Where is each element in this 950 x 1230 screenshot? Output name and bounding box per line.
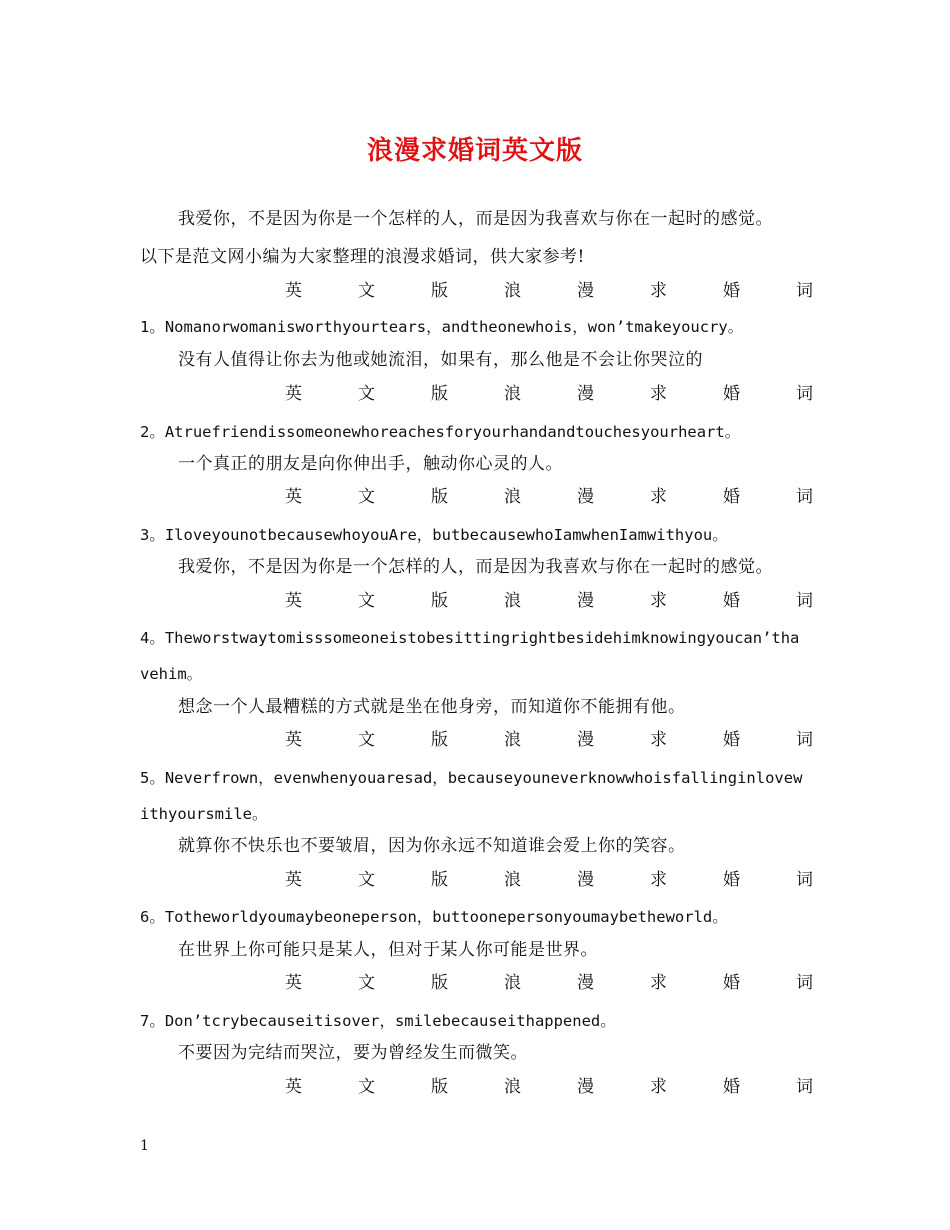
heading-char: 漫 — [577, 870, 594, 890]
heading-char: 漫 — [577, 973, 594, 993]
heading-char: 版 — [431, 281, 448, 301]
entry-chinese: 没有人值得让你去为他或她流泪，如果有，那么他是不会让你哭泣的 — [178, 350, 703, 370]
heading-char: 求 — [650, 870, 667, 890]
heading-char: 词 — [796, 281, 813, 301]
heading-char: 版 — [431, 730, 448, 750]
section-heading — [285, 728, 813, 752]
heading-char: 婚 — [723, 487, 740, 507]
heading-char: 文 — [358, 730, 375, 750]
heading-char: 词 — [796, 487, 813, 507]
entry-english: 2。Atruefriendissomeonewhoreachesforyourhandandtouchesyourheart。 — [140, 423, 741, 441]
heading-char: 婚 — [723, 384, 740, 404]
heading-char: 词 — [796, 591, 813, 611]
heading-char: 浪 — [504, 870, 521, 890]
heading-char: 版 — [431, 973, 448, 993]
heading-char: 漫 — [577, 487, 594, 507]
heading-char: 求 — [650, 281, 667, 301]
heading-char: 浪 — [504, 384, 521, 404]
heading-char: 求 — [650, 973, 667, 993]
entry-english-continued: vehim。 — [140, 665, 203, 683]
heading-char: 英 — [285, 1077, 302, 1097]
heading-char: 求 — [650, 1077, 667, 1097]
heading-char: 英 — [285, 870, 302, 890]
heading-char: 求 — [650, 730, 667, 750]
heading-char: 文 — [358, 281, 375, 301]
heading-char: 文 — [358, 591, 375, 611]
heading-char: 浪 — [504, 730, 521, 750]
heading-char: 英 — [285, 487, 302, 507]
entry-english: 7。Don’tcrybecauseitisover，smilebecauseithappened。 — [140, 1012, 616, 1030]
entry-chinese: 一个真正的朋友是向你伸出手，触动你心灵的人。 — [178, 454, 563, 474]
heading-char: 求 — [650, 591, 667, 611]
section-heading — [285, 1075, 813, 1099]
heading-char: 浪 — [504, 973, 521, 993]
entry-english: 3。IloveyounotbecausewhoyouAre，butbecausewhoIamwhenIamwithyou。 — [140, 526, 728, 544]
heading-char: 浪 — [504, 281, 521, 301]
heading-char: 版 — [431, 870, 448, 890]
section-heading — [285, 971, 813, 995]
heading-char: 英 — [285, 591, 302, 611]
section-heading — [285, 868, 813, 892]
document-title: 浪漫求婚词英文版 — [366, 136, 583, 166]
entry-chinese: 不要因为完结而哭泣，要为曾经发生而微笑。 — [178, 1043, 528, 1063]
heading-char: 词 — [796, 973, 813, 993]
entry-english: 1。Nomanorwomanisworthyourtears，andtheonewhois，won’tmakeyoucry。 — [140, 318, 744, 336]
heading-char: 英 — [285, 730, 302, 750]
section-heading — [285, 382, 813, 406]
heading-char: 版 — [431, 384, 448, 404]
heading-char: 词 — [796, 1077, 813, 1097]
heading-char: 漫 — [577, 281, 594, 301]
heading-char: 词 — [796, 730, 813, 750]
heading-char: 文 — [358, 973, 375, 993]
heading-char: 版 — [431, 487, 448, 507]
heading-char: 版 — [431, 1077, 448, 1097]
heading-char: 词 — [796, 870, 813, 890]
entry-chinese: 在世界上你可能只是某人，但对于某人你可能是世界。 — [178, 940, 598, 960]
heading-char: 文 — [358, 384, 375, 404]
heading-char: 文 — [358, 870, 375, 890]
entry-english: 4。Theworstwaytomisssomeoneistobesittingrightbesidehimknowingyoucan’tha — [140, 629, 800, 647]
entry-english: 5。Neverfrown，evenwhenyouaresad，becauseyouneverknowwhoisfallinginlovew — [140, 769, 803, 787]
heading-char: 英 — [285, 281, 302, 301]
heading-char: 漫 — [577, 384, 594, 404]
section-heading — [285, 485, 813, 509]
heading-char: 婚 — [723, 281, 740, 301]
section-heading — [285, 279, 813, 303]
heading-char: 漫 — [577, 730, 594, 750]
heading-char: 浪 — [504, 1077, 521, 1097]
heading-char: 漫 — [577, 1077, 594, 1097]
heading-char: 婚 — [723, 730, 740, 750]
heading-char: 婚 — [723, 870, 740, 890]
entry-chinese: 想念一个人最糟糕的方式就是坐在他身旁，而知道你不能拥有他。 — [178, 697, 686, 717]
heading-char: 英 — [285, 384, 302, 404]
heading-char: 漫 — [577, 591, 594, 611]
heading-char: 浪 — [504, 591, 521, 611]
entry-english: 6。Totheworldyoumaybeoneperson，buttoonepersonyoumaybetheworld。 — [140, 908, 728, 926]
entry-chinese: 我爱你，不是因为你是一个怎样的人，而是因为我喜欢与你在一起时的感觉。 — [178, 557, 773, 577]
page-number: 1 — [140, 1138, 149, 1154]
heading-char: 文 — [358, 487, 375, 507]
entry-chinese: 就算你不快乐也不要皱眉，因为你永远不知道谁会爱上你的笑容。 — [178, 836, 686, 856]
heading-char: 浪 — [504, 487, 521, 507]
heading-char: 婚 — [723, 973, 740, 993]
heading-char: 求 — [650, 487, 667, 507]
heading-char: 文 — [358, 1077, 375, 1097]
heading-char: 词 — [796, 384, 813, 404]
heading-char: 英 — [285, 973, 302, 993]
heading-char: 婚 — [723, 1077, 740, 1097]
section-heading — [285, 589, 813, 613]
intro-line-2: 以下是范文网小编为大家整理的浪漫求婚词，供大家参考! — [140, 247, 585, 267]
entry-english-continued: ithyoursmile。 — [140, 805, 268, 823]
heading-char: 版 — [431, 591, 448, 611]
heading-char: 求 — [650, 384, 667, 404]
intro-line-1: 我爱你，不是因为你是一个怎样的人，而是因为我喜欢与你在一起时的感觉。 — [178, 209, 773, 229]
heading-char: 婚 — [723, 591, 740, 611]
